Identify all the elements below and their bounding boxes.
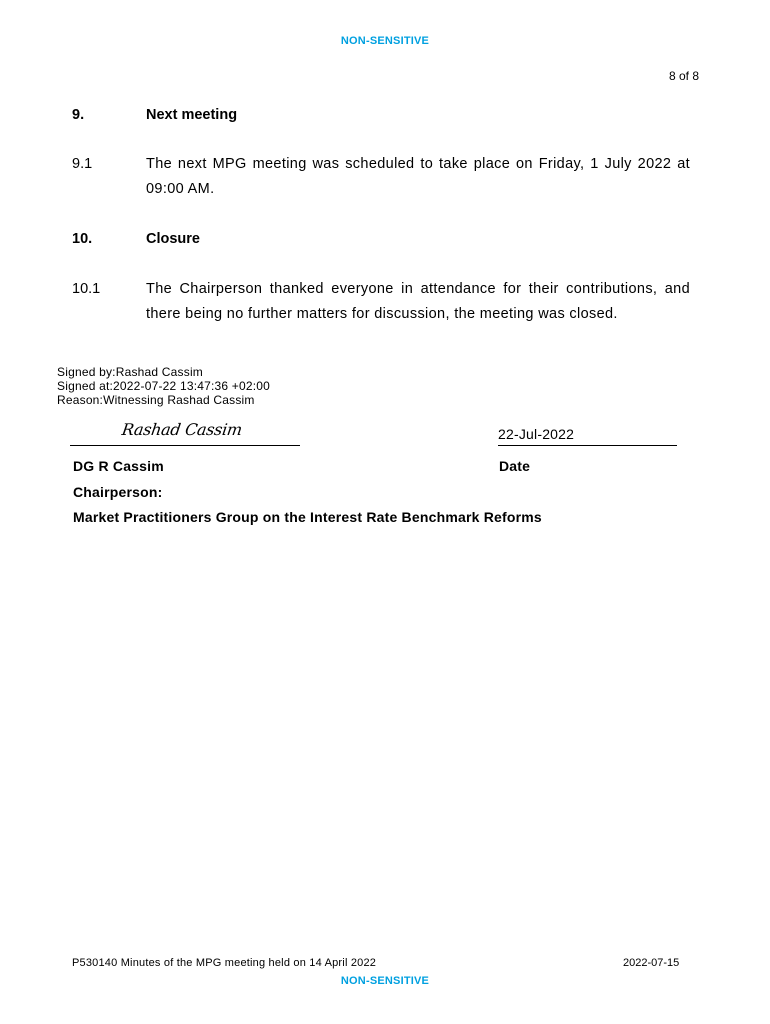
date-line xyxy=(498,445,677,446)
item-10-1-text: The Chairperson thanked everyone in attendance for their contributions, and there being no further matters for discussion, the meeting was closed. xyxy=(146,281,690,322)
handwritten-signature: Rashad Cassim xyxy=(120,420,244,439)
signature-line xyxy=(70,445,300,446)
signature-reason: Reason:Witnessing Rashad Cassim xyxy=(57,393,255,407)
footer-date: 2022-07-15 xyxy=(623,957,680,969)
signature-date: 22-Jul-2022 xyxy=(498,426,575,442)
classification-footer: NON-SENSITIVE xyxy=(340,975,430,987)
footer-document-title: P530140 Minutes of the MPG meeting held on 14 April 2022 xyxy=(72,957,377,969)
page-number: 8 of 8 xyxy=(668,69,699,83)
item-10-1-number: 10.1 xyxy=(72,281,101,297)
section-10-title: Closure xyxy=(146,231,200,247)
section-9-number: 9. xyxy=(72,107,85,123)
signed-at: Signed at:2022-07-22 13:47:36 +02:00 xyxy=(57,379,271,393)
signatory-name: DG R Cassim xyxy=(73,458,164,474)
date-label: Date xyxy=(499,458,531,474)
signed-by: Signed by:Rashad Cassim xyxy=(57,365,204,379)
classification-header: NON-SENSITIVE xyxy=(340,35,430,47)
signatory-role: Chairperson: xyxy=(73,484,163,500)
item-9-1-number: 9.1 xyxy=(72,156,93,172)
signature-metadata xyxy=(57,365,270,407)
section-9-title: Next meeting xyxy=(146,107,238,123)
signatory-organization: Market Practitioners Group on the Interest Rate Benchmark Reforms xyxy=(73,509,542,525)
item-9-1-text: The next MPG meeting was scheduled to take place on Friday, 1 July 2022 at 09:00 AM. xyxy=(146,156,690,197)
section-10-number: 10. xyxy=(72,231,93,247)
